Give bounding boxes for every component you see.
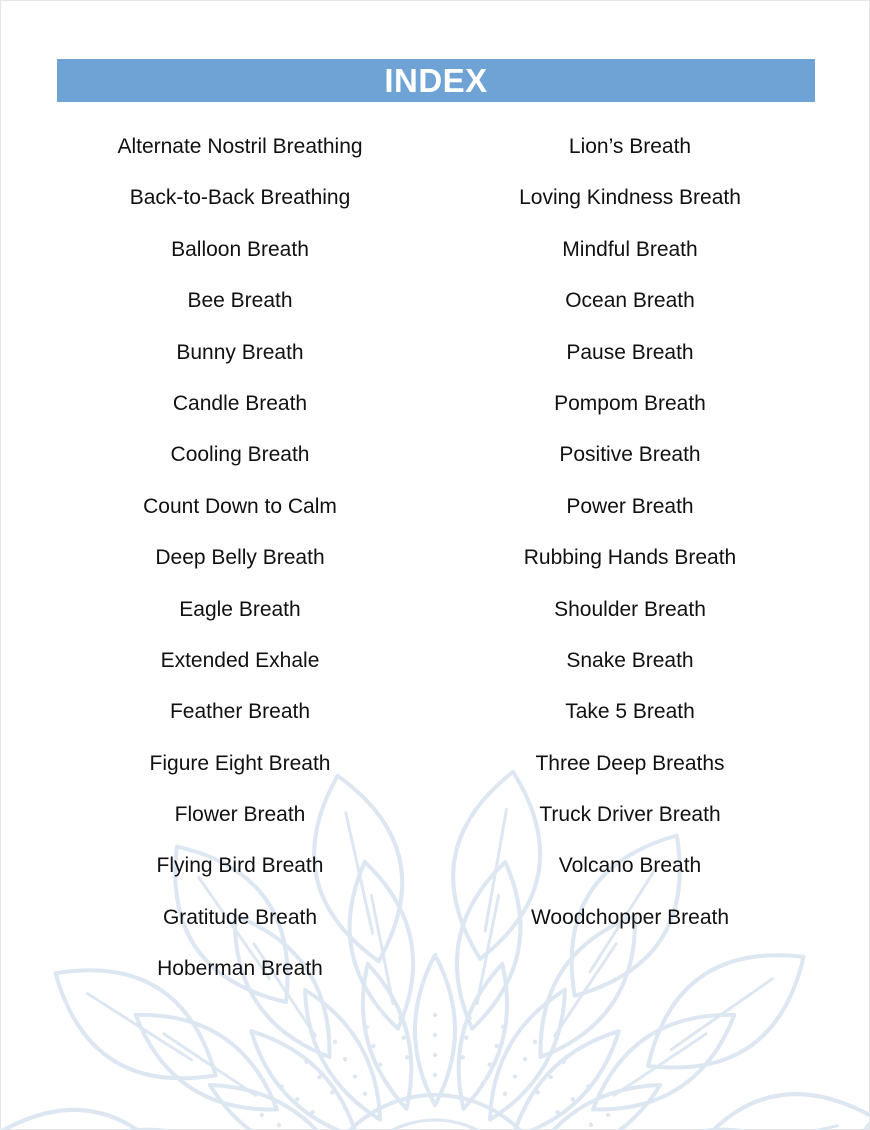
index-entry: Shoulder Breath [554, 597, 706, 621]
index-entry: Pompom Breath [554, 391, 706, 415]
index-entry: Balloon Breath [171, 237, 309, 261]
index-entry: Pause Breath [566, 340, 694, 364]
index-entry: Hoberman Breath [157, 957, 323, 981]
index-entry: Cooling Breath [170, 443, 310, 467]
index-entry: Power Breath [566, 494, 694, 518]
index-entry: Extended Exhale [160, 648, 320, 672]
page-title: INDEX [384, 61, 488, 99]
index-entry: Lion’s Breath [568, 135, 692, 158]
index-entry: Snake Breath [566, 648, 694, 672]
index-title-bar [57, 59, 815, 102]
index-entry: Woodchopper Breath [530, 905, 730, 929]
index-entry: Loving Kindness Breath [519, 186, 741, 210]
index-entry: Truck Driver Breath [539, 803, 721, 827]
index-entry: Mindful Breath [562, 237, 698, 261]
index-entry: Eagle Breath [179, 597, 301, 621]
index-entry: Count Down to Calm [143, 494, 337, 518]
index-entry: Alternate Nostril Breathing [117, 135, 363, 158]
index-entry: Feather Breath [169, 700, 311, 724]
index-entry: Candle Breath [172, 391, 308, 415]
index-entry: Rubbing Hands Breath [523, 546, 737, 570]
index-entry: Ocean Breath [565, 289, 695, 313]
index-entry: Gratitude Breath [162, 905, 318, 929]
index-entry: Figure Eight Breath [149, 751, 331, 775]
index-entry: Back-to-Back Breathing [129, 186, 351, 210]
index-entry: Flower Breath [174, 803, 306, 827]
index-entry: Flying Bird Breath [156, 854, 324, 878]
index-right-column [435, 128, 825, 950]
index-entry: Bee Breath [187, 289, 293, 313]
index-entry: Deep Belly Breath [155, 546, 325, 570]
index-entry: Positive Breath [559, 443, 701, 467]
index-left-column [45, 128, 435, 1002]
index-entry: Bunny Breath [176, 340, 304, 364]
index-entry: Volcano Breath [558, 854, 702, 878]
index-entry: Take 5 Breath [565, 700, 695, 724]
index-entry: Three Deep Breaths [535, 751, 725, 775]
